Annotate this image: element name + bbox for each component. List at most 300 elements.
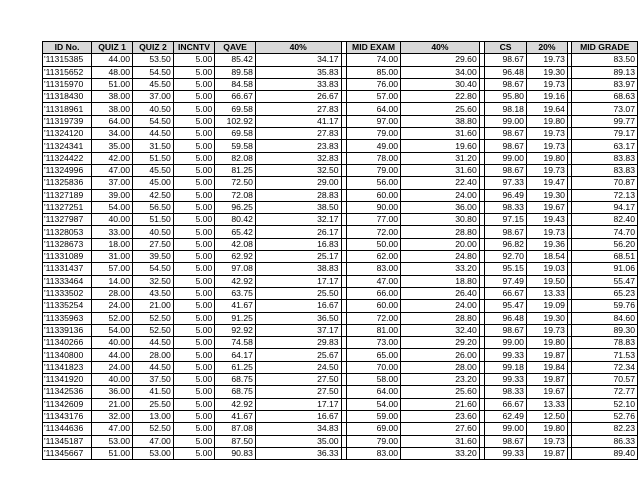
cs-weighted-cell[interactable]: 19.73 [526,435,567,447]
quiz2-cell[interactable]: 44.50 [133,337,174,349]
incentive-cell[interactable]: 5.00 [173,300,214,312]
quiz-weighted-cell[interactable]: 25.17 [255,251,341,263]
quiz1-cell[interactable]: 54.00 [92,201,133,213]
mid-exam-cell[interactable]: 79.00 [346,164,400,176]
mid-grade-cell[interactable]: 70.87 [572,177,638,189]
mid-grade-cell[interactable]: 56.20 [572,238,638,250]
quiz-weighted-cell[interactable]: 16.83 [255,238,341,250]
mid-exam-cell[interactable]: 54.00 [346,398,400,410]
quiz1-cell[interactable]: 24.00 [92,300,133,312]
id-cell[interactable]: '11319739 [43,115,92,127]
mid-exam-cell[interactable]: 73.00 [346,337,400,349]
quiz-weighted-cell[interactable]: 35.83 [255,66,341,78]
incentive-cell[interactable]: 5.00 [173,324,214,336]
header-quiz-2[interactable]: QUIZ 2 [133,42,174,54]
incentive-cell[interactable]: 5.00 [173,447,214,459]
quiz-weighted-cell[interactable]: 27.50 [255,374,341,386]
incentive-cell[interactable]: 5.00 [173,128,214,140]
cs-cell[interactable]: 99.33 [485,349,527,361]
cs-weighted-cell[interactable]: 19.87 [526,374,567,386]
cs-weighted-cell[interactable]: 19.67 [526,386,567,398]
id-cell[interactable]: '11327251 [43,201,92,213]
qave-cell[interactable]: 84.58 [215,78,256,90]
mid-exam-cell[interactable]: 50.00 [346,238,400,250]
exam-weighted-cell[interactable]: 31.60 [401,128,480,140]
exam-weighted-cell[interactable]: 18.80 [401,275,480,287]
cs-weighted-cell[interactable]: 19.84 [526,361,567,373]
cs-cell[interactable]: 99.00 [485,423,527,435]
qave-cell[interactable]: 91.25 [215,312,256,324]
qave-cell[interactable]: 87.50 [215,435,256,447]
cs-cell[interactable]: 98.18 [485,103,527,115]
exam-weighted-cell[interactable]: 33.20 [401,263,480,275]
mid-grade-cell[interactable]: 63.17 [572,140,638,152]
cs-weighted-cell[interactable]: 19.73 [526,78,567,90]
cs-cell[interactable]: 98.67 [485,164,527,176]
cs-cell[interactable]: 99.00 [485,152,527,164]
qave-cell[interactable]: 65.42 [215,226,256,238]
exam-weighted-cell[interactable]: 34.00 [401,66,480,78]
mid-exam-cell[interactable]: 72.00 [346,312,400,324]
exam-weighted-cell[interactable]: 28.00 [401,361,480,373]
quiz-weighted-cell[interactable]: 33.83 [255,78,341,90]
quiz1-cell[interactable]: 47.00 [92,423,133,435]
quiz2-cell[interactable]: 13.00 [133,410,174,422]
quiz1-cell[interactable]: 21.00 [92,398,133,410]
incentive-cell[interactable]: 5.00 [173,435,214,447]
cs-cell[interactable]: 98.67 [485,54,527,66]
quiz1-cell[interactable]: 31.00 [92,251,133,263]
incentive-cell[interactable]: 5.00 [173,164,214,176]
cs-weighted-cell[interactable]: 12.50 [526,410,567,422]
mid-exam-cell[interactable]: 62.00 [346,251,400,263]
quiz1-cell[interactable]: 48.00 [92,66,133,78]
exam-weighted-cell[interactable]: 22.40 [401,177,480,189]
quiz2-cell[interactable]: 51.50 [133,214,174,226]
incentive-cell[interactable]: 5.00 [173,177,214,189]
exam-weighted-cell[interactable]: 23.60 [401,410,480,422]
id-cell[interactable]: '11342536 [43,386,92,398]
cs-cell[interactable]: 99.33 [485,374,527,386]
incentive-cell[interactable]: 5.00 [173,312,214,324]
cs-weighted-cell[interactable]: 19.80 [526,337,567,349]
quiz1-cell[interactable]: 51.00 [92,447,133,459]
quiz2-cell[interactable]: 47.00 [133,435,174,447]
quiz1-cell[interactable]: 36.00 [92,386,133,398]
quiz2-cell[interactable]: 52.50 [133,324,174,336]
exam-weighted-cell[interactable]: 24.80 [401,251,480,263]
mid-exam-cell[interactable]: 65.00 [346,349,400,361]
quiz1-cell[interactable]: 18.00 [92,238,133,250]
header-mid-grade[interactable]: MID GRADE [572,42,638,54]
qave-cell[interactable]: 42.08 [215,238,256,250]
id-cell[interactable]: '11318961 [43,103,92,115]
qave-cell[interactable]: 63.75 [215,287,256,299]
mid-grade-cell[interactable]: 89.30 [572,324,638,336]
quiz1-cell[interactable]: 40.00 [92,374,133,386]
quiz-weighted-cell[interactable]: 28.83 [255,189,341,201]
cs-cell[interactable]: 95.47 [485,300,527,312]
cs-cell[interactable]: 66.67 [485,287,527,299]
cs-weighted-cell[interactable]: 19.50 [526,275,567,287]
quiz-weighted-cell[interactable]: 24.50 [255,361,341,373]
id-cell[interactable]: '11341920 [43,374,92,386]
quiz2-cell[interactable]: 28.00 [133,349,174,361]
id-cell[interactable]: '11331089 [43,251,92,263]
quiz-weighted-cell[interactable]: 25.67 [255,349,341,361]
mid-exam-cell[interactable]: 97.00 [346,115,400,127]
quiz-weighted-cell[interactable]: 27.83 [255,103,341,115]
exam-weighted-cell[interactable]: 26.40 [401,287,480,299]
mid-exam-cell[interactable]: 85.00 [346,66,400,78]
quiz1-cell[interactable]: 47.00 [92,164,133,176]
quiz1-cell[interactable]: 42.00 [92,152,133,164]
quiz2-cell[interactable]: 45.50 [133,78,174,90]
cs-weighted-cell[interactable]: 19.80 [526,423,567,435]
mid-exam-cell[interactable]: 64.00 [346,103,400,115]
exam-weighted-cell[interactable]: 27.60 [401,423,480,435]
mid-grade-cell[interactable]: 55.47 [572,275,638,287]
mid-grade-cell[interactable]: 94.17 [572,201,638,213]
incentive-cell[interactable]: 5.00 [173,410,214,422]
exam-weighted-cell[interactable]: 36.00 [401,201,480,213]
incentive-cell[interactable]: 5.00 [173,275,214,287]
quiz-weighted-cell[interactable]: 35.00 [255,435,341,447]
cs-weighted-cell[interactable]: 13.33 [526,287,567,299]
incentive-cell[interactable]: 5.00 [173,349,214,361]
exam-weighted-cell[interactable]: 24.00 [401,300,480,312]
exam-weighted-cell[interactable]: 20.00 [401,238,480,250]
incentive-cell[interactable]: 5.00 [173,214,214,226]
cs-weighted-cell[interactable]: 19.67 [526,201,567,213]
mid-grade-cell[interactable]: 99.77 [572,115,638,127]
incentive-cell[interactable]: 5.00 [173,251,214,263]
mid-grade-cell[interactable]: 82.23 [572,423,638,435]
quiz-weighted-cell[interactable]: 29.83 [255,337,341,349]
quiz2-cell[interactable]: 31.50 [133,140,174,152]
id-cell[interactable]: '11335254 [43,300,92,312]
header-cs-20-percent[interactable]: 20% [526,42,567,54]
quiz1-cell[interactable]: 38.00 [92,91,133,103]
qave-cell[interactable]: 42.92 [215,398,256,410]
quiz-weighted-cell[interactable]: 41.17 [255,115,341,127]
incentive-cell[interactable]: 5.00 [173,91,214,103]
quiz2-cell[interactable]: 53.50 [133,54,174,66]
qave-cell[interactable]: 62.92 [215,251,256,263]
qave-cell[interactable]: 41.67 [215,300,256,312]
header-quiz-1[interactable]: QUIZ 1 [92,42,133,54]
id-cell[interactable]: '11318430 [43,91,92,103]
header-class-standing[interactable]: CS [485,42,527,54]
quiz-weighted-cell[interactable]: 36.33 [255,447,341,459]
incentive-cell[interactable]: 5.00 [173,374,214,386]
incentive-cell[interactable]: 5.00 [173,78,214,90]
quiz1-cell[interactable]: 37.00 [92,177,133,189]
mid-grade-cell[interactable]: 59.76 [572,300,638,312]
id-cell[interactable]: '11335963 [43,312,92,324]
incentive-cell[interactable]: 5.00 [173,103,214,115]
id-cell[interactable]: '11333502 [43,287,92,299]
id-cell[interactable]: '11340266 [43,337,92,349]
quiz2-cell[interactable]: 37.50 [133,374,174,386]
cs-cell[interactable]: 97.49 [485,275,527,287]
id-cell[interactable]: '11327987 [43,214,92,226]
exam-weighted-cell[interactable]: 31.20 [401,152,480,164]
quiz1-cell[interactable]: 28.00 [92,287,133,299]
cs-weighted-cell[interactable]: 19.73 [526,324,567,336]
mid-exam-cell[interactable]: 76.00 [346,78,400,90]
qave-cell[interactable]: 80.42 [215,214,256,226]
cs-cell[interactable]: 98.67 [485,140,527,152]
mid-grade-cell[interactable]: 68.63 [572,91,638,103]
cs-weighted-cell[interactable]: 19.64 [526,103,567,115]
mid-exam-cell[interactable]: 47.00 [346,275,400,287]
qave-cell[interactable]: 66.67 [215,91,256,103]
cs-cell[interactable]: 62.49 [485,410,527,422]
exam-weighted-cell[interactable]: 32.40 [401,324,480,336]
cs-weighted-cell[interactable]: 19.80 [526,115,567,127]
quiz-weighted-cell[interactable]: 36.50 [255,312,341,324]
exam-weighted-cell[interactable]: 29.60 [401,54,480,66]
quiz-weighted-cell[interactable]: 27.83 [255,128,341,140]
quiz1-cell[interactable]: 39.00 [92,189,133,201]
cs-cell[interactable]: 95.15 [485,263,527,275]
quiz1-cell[interactable]: 40.00 [92,337,133,349]
cs-weighted-cell[interactable]: 19.47 [526,177,567,189]
exam-weighted-cell[interactable]: 21.60 [401,398,480,410]
quiz2-cell[interactable]: 52.50 [133,423,174,435]
cs-weighted-cell[interactable]: 13.33 [526,398,567,410]
quiz1-cell[interactable]: 51.00 [92,78,133,90]
quiz-weighted-cell[interactable]: 29.00 [255,177,341,189]
mid-grade-cell[interactable]: 65.23 [572,287,638,299]
qave-cell[interactable]: 72.08 [215,189,256,201]
mid-exam-cell[interactable]: 49.00 [346,140,400,152]
qave-cell[interactable]: 41.67 [215,410,256,422]
id-cell[interactable]: '11324120 [43,128,92,140]
exam-weighted-cell[interactable]: 26.00 [401,349,480,361]
quiz-weighted-cell[interactable]: 26.67 [255,91,341,103]
qave-cell[interactable]: 68.75 [215,374,256,386]
mid-grade-cell[interactable]: 70.57 [572,374,638,386]
incentive-cell[interactable]: 5.00 [173,115,214,127]
mid-exam-cell[interactable]: 78.00 [346,152,400,164]
exam-weighted-cell[interactable]: 30.80 [401,214,480,226]
cs-cell[interactable]: 99.00 [485,337,527,349]
quiz2-cell[interactable]: 42.50 [133,189,174,201]
mid-exam-cell[interactable]: 58.00 [346,374,400,386]
mid-exam-cell[interactable]: 57.00 [346,91,400,103]
qave-cell[interactable]: 97.08 [215,263,256,275]
exam-weighted-cell[interactable]: 24.00 [401,189,480,201]
qave-cell[interactable]: 96.25 [215,201,256,213]
quiz2-cell[interactable]: 44.50 [133,128,174,140]
quiz-weighted-cell[interactable]: 26.17 [255,226,341,238]
mid-grade-cell[interactable]: 83.97 [572,78,638,90]
id-cell[interactable]: '11344636 [43,423,92,435]
quiz-weighted-cell[interactable]: 34.83 [255,423,341,435]
quiz-weighted-cell[interactable]: 27.50 [255,386,341,398]
cs-cell[interactable]: 96.48 [485,66,527,78]
qave-cell[interactable]: 92.92 [215,324,256,336]
cs-cell[interactable]: 97.33 [485,177,527,189]
cs-cell[interactable]: 96.49 [485,189,527,201]
mid-exam-cell[interactable]: 81.00 [346,324,400,336]
cs-weighted-cell[interactable]: 19.87 [526,447,567,459]
cs-cell[interactable]: 99.18 [485,361,527,373]
incentive-cell[interactable]: 5.00 [173,201,214,213]
incentive-cell[interactable]: 5.00 [173,54,214,66]
qave-cell[interactable]: 61.25 [215,361,256,373]
quiz1-cell[interactable]: 40.00 [92,214,133,226]
mid-exam-cell[interactable]: 79.00 [346,435,400,447]
incentive-cell[interactable]: 5.00 [173,423,214,435]
id-cell[interactable]: '11341823 [43,361,92,373]
id-cell[interactable]: '11339136 [43,324,92,336]
qave-cell[interactable]: 69.58 [215,128,256,140]
cs-weighted-cell[interactable]: 19.09 [526,300,567,312]
qave-cell[interactable]: 42.92 [215,275,256,287]
mid-grade-cell[interactable]: 72.13 [572,189,638,201]
quiz-weighted-cell[interactable]: 17.17 [255,275,341,287]
quiz2-cell[interactable]: 40.50 [133,103,174,115]
qave-cell[interactable]: 74.58 [215,337,256,349]
mid-exam-cell[interactable]: 66.00 [346,287,400,299]
quiz1-cell[interactable]: 34.00 [92,128,133,140]
quiz1-cell[interactable]: 35.00 [92,140,133,152]
incentive-cell[interactable]: 5.00 [173,337,214,349]
mid-exam-cell[interactable]: 69.00 [346,423,400,435]
mid-exam-cell[interactable]: 79.00 [346,128,400,140]
id-cell[interactable]: '11315970 [43,78,92,90]
mid-grade-cell[interactable]: 71.53 [572,349,638,361]
incentive-cell[interactable]: 5.00 [173,238,214,250]
header-exam-40-percent[interactable]: 40% [401,42,480,54]
mid-grade-cell[interactable]: 83.83 [572,164,638,176]
incentive-cell[interactable]: 5.00 [173,152,214,164]
cs-cell[interactable]: 95.80 [485,91,527,103]
header-id-no[interactable]: ID No. [43,42,92,54]
cs-cell[interactable]: 98.33 [485,386,527,398]
quiz1-cell[interactable]: 64.00 [92,115,133,127]
qave-cell[interactable]: 69.58 [215,103,256,115]
id-cell[interactable]: '11345187 [43,435,92,447]
cs-weighted-cell[interactable]: 19.30 [526,66,567,78]
incentive-cell[interactable]: 5.00 [173,361,214,373]
incentive-cell[interactable]: 5.00 [173,189,214,201]
mid-exam-cell[interactable]: 60.00 [346,189,400,201]
quiz2-cell[interactable]: 25.50 [133,398,174,410]
qave-cell[interactable]: 64.17 [215,349,256,361]
cs-cell[interactable]: 97.15 [485,214,527,226]
cs-weighted-cell[interactable]: 19.73 [526,54,567,66]
cs-weighted-cell[interactable]: 19.73 [526,164,567,176]
mid-exam-cell[interactable]: 83.00 [346,263,400,275]
cs-weighted-cell[interactable]: 19.36 [526,238,567,250]
quiz2-cell[interactable]: 32.50 [133,275,174,287]
mid-grade-cell[interactable]: 52.76 [572,410,638,422]
quiz2-cell[interactable]: 43.50 [133,287,174,299]
quiz2-cell[interactable]: 51.50 [133,152,174,164]
cs-weighted-cell[interactable]: 19.73 [526,128,567,140]
cs-cell[interactable]: 96.48 [485,312,527,324]
exam-weighted-cell[interactable]: 31.60 [401,164,480,176]
id-cell[interactable]: '11343176 [43,410,92,422]
header-incentive[interactable]: INCNTV [173,42,214,54]
qave-cell[interactable]: 90.83 [215,447,256,459]
cs-weighted-cell[interactable]: 19.87 [526,349,567,361]
header-quiz-40-percent[interactable]: 40% [255,42,341,54]
mid-grade-cell[interactable]: 91.06 [572,263,638,275]
quiz2-cell[interactable]: 56.50 [133,201,174,213]
id-cell[interactable]: '11328053 [43,226,92,238]
exam-weighted-cell[interactable]: 31.60 [401,435,480,447]
quiz2-cell[interactable]: 40.50 [133,226,174,238]
id-cell[interactable]: '11327189 [43,189,92,201]
mid-grade-cell[interactable]: 73.07 [572,103,638,115]
mid-exam-cell[interactable]: 90.00 [346,201,400,213]
exam-weighted-cell[interactable]: 23.20 [401,374,480,386]
exam-weighted-cell[interactable]: 28.80 [401,312,480,324]
exam-weighted-cell[interactable]: 28.80 [401,226,480,238]
mid-exam-cell[interactable]: 56.00 [346,177,400,189]
quiz-weighted-cell[interactable]: 38.50 [255,201,341,213]
quiz2-cell[interactable]: 45.00 [133,177,174,189]
id-cell[interactable]: '11324996 [43,164,92,176]
mid-grade-cell[interactable]: 72.34 [572,361,638,373]
mid-grade-cell[interactable]: 72.77 [572,386,638,398]
cs-weighted-cell[interactable]: 19.43 [526,214,567,226]
quiz-weighted-cell[interactable]: 32.50 [255,164,341,176]
exam-weighted-cell[interactable]: 25.60 [401,103,480,115]
incentive-cell[interactable]: 5.00 [173,287,214,299]
mid-grade-cell[interactable]: 86.33 [572,435,638,447]
quiz1-cell[interactable]: 44.00 [92,349,133,361]
incentive-cell[interactable]: 5.00 [173,398,214,410]
quiz2-cell[interactable]: 41.50 [133,386,174,398]
cs-cell[interactable]: 98.67 [485,128,527,140]
mid-exam-cell[interactable]: 60.00 [346,300,400,312]
exam-weighted-cell[interactable]: 19.60 [401,140,480,152]
cs-weighted-cell[interactable]: 19.16 [526,91,567,103]
mid-grade-cell[interactable]: 78.83 [572,337,638,349]
qave-cell[interactable]: 72.50 [215,177,256,189]
id-cell[interactable]: '11345667 [43,447,92,459]
id-cell[interactable]: '11340800 [43,349,92,361]
quiz1-cell[interactable]: 14.00 [92,275,133,287]
id-cell[interactable]: '11315652 [43,66,92,78]
mid-grade-cell[interactable]: 83.83 [572,152,638,164]
mid-grade-cell[interactable]: 74.70 [572,226,638,238]
mid-exam-cell[interactable]: 59.00 [346,410,400,422]
quiz2-cell[interactable]: 54.50 [133,115,174,127]
quiz2-cell[interactable]: 21.00 [133,300,174,312]
exam-weighted-cell[interactable]: 33.20 [401,447,480,459]
quiz2-cell[interactable]: 37.00 [133,91,174,103]
id-cell[interactable]: '11331437 [43,263,92,275]
incentive-cell[interactable]: 5.00 [173,386,214,398]
qave-cell[interactable]: 85.42 [215,54,256,66]
quiz2-cell[interactable]: 27.50 [133,238,174,250]
quiz1-cell[interactable]: 53.00 [92,435,133,447]
qave-cell[interactable]: 59.58 [215,140,256,152]
cs-cell[interactable]: 96.82 [485,238,527,250]
exam-weighted-cell[interactable]: 25.60 [401,386,480,398]
cs-cell[interactable]: 66.67 [485,398,527,410]
quiz-weighted-cell[interactable]: 16.67 [255,300,341,312]
mid-exam-cell[interactable]: 83.00 [346,447,400,459]
qave-cell[interactable]: 87.08 [215,423,256,435]
